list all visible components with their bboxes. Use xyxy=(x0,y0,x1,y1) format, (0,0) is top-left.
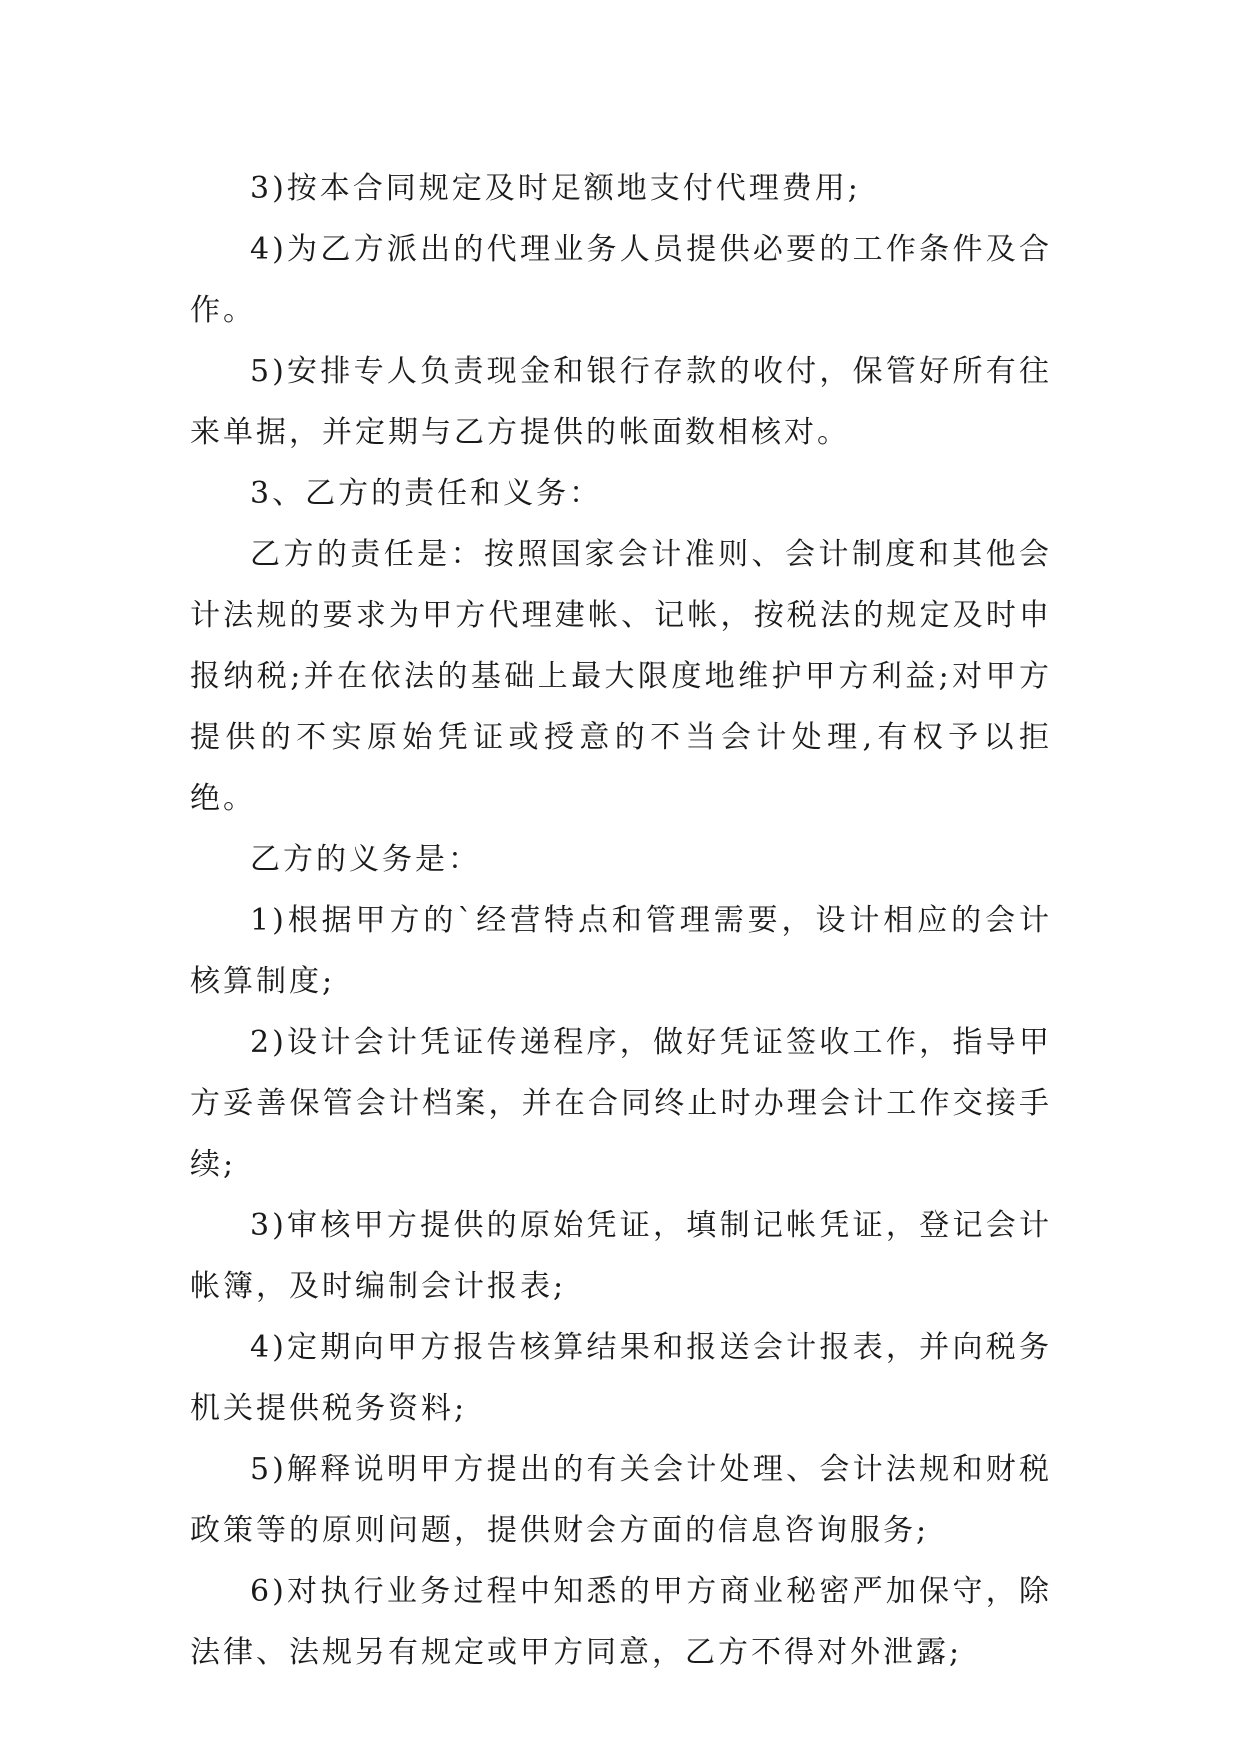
paragraph-client-cash-handling: 5)安排专人负责现金和银行存款的收付，保管好所有往来单据，并定期与乙方提供的帐面数相核对。 xyxy=(190,354,1052,450)
document-body xyxy=(190,158,1052,1683)
section-heading-agent-duties: 3、乙方的责任和义务： xyxy=(250,476,603,511)
paragraph-agent-obligation-4: 4)定期向甲方报告核算结果和报送会计报表，并向税务机关提供税务资料; xyxy=(190,1330,1052,1426)
paragraph-agent-obligations-intro: 乙方的义务是： xyxy=(250,842,481,877)
paragraph-agent-obligation-6: 6)对执行业务过程中知悉的甲方商业秘密严加保守，除法律、法规另有规定或甲方同意，乙方不得对外泄露; xyxy=(190,1574,1052,1670)
paragraph-client-pay-fees: 3)按本合同规定及时足额地支付代理费用; xyxy=(250,171,861,206)
paragraph-agent-responsibility: 乙方的责任是：按照国家会计准则、会计制度和其他会计法规的要求为甲方代理建帐、记帐，按税法的规定及时申报纳税;并在依法的基础上最大限度地维护甲方利益;对甲方提供的不实原始凭证或授意的不当会计处理,有权予以拒绝。 xyxy=(190,537,1052,816)
paragraph-agent-obligation-2: 2)设计会计凭证传递程序，做好凭证签收工作，指导甲方妥善保管会计档案，并在合同终止时办理会计工作交接手续; xyxy=(190,1025,1052,1182)
paragraph-client-work-conditions: 4)为乙方派出的代理业务人员提供必要的工作条件及合作。 xyxy=(190,232,1052,328)
paragraph-agent-obligation-3: 3)审核甲方提供的原始凭证，填制记帐凭证，登记会计帐簿，及时编制会计报表; xyxy=(190,1208,1052,1304)
paragraph-agent-obligation-1: 1)根据甲方的`经营特点和管理需要，设计相应的会计核算制度; xyxy=(190,903,1052,999)
paragraph-agent-obligation-5: 5)解释说明甲方提出的有关会计处理、会计法规和财税政策等的原则问题，提供财会方面的信息咨询服务; xyxy=(190,1452,1052,1548)
